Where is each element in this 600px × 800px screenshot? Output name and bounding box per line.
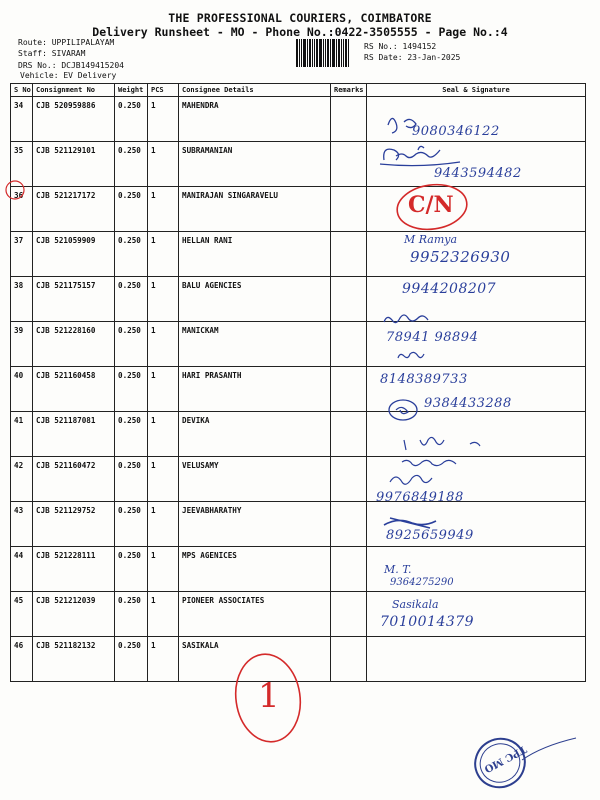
row-remarks <box>331 502 367 547</box>
table-row <box>11 187 586 232</box>
row-weight: 0.250 <box>115 367 148 412</box>
row-sno: 42 <box>11 457 33 502</box>
row-sno: 40 <box>11 367 33 412</box>
row-remarks <box>331 142 367 187</box>
row-weight: 0.250 <box>115 412 148 457</box>
row-signature <box>367 367 586 412</box>
row-weight: 0.250 <box>115 457 148 502</box>
table-row <box>11 502 586 547</box>
barcode-bar <box>338 39 340 67</box>
barcode-bar <box>330 39 331 67</box>
barcode-bar <box>332 39 335 67</box>
row-consignment-no: CJB 521129752 <box>33 502 115 547</box>
row-pcs: 1 <box>148 412 179 457</box>
table-row <box>11 457 586 502</box>
table-row <box>11 232 586 277</box>
row-consignee: HARI PRASANTH <box>179 367 331 412</box>
row-remarks <box>331 457 367 502</box>
barcode-bar <box>316 39 318 67</box>
barcode-bar <box>343 39 344 67</box>
phone-38: 9944208207 <box>402 281 497 297</box>
row-pcs: 1 <box>148 547 179 592</box>
rs-number: RS No.: 1494152 <box>364 42 437 51</box>
row-signature <box>367 412 586 457</box>
row-weight: 0.250 <box>115 97 148 142</box>
route-label: Route: UPPILIPALAYAM <box>18 38 115 47</box>
table-row <box>11 367 586 412</box>
row-weight: 0.250 <box>115 142 148 187</box>
row-pcs: 1 <box>148 457 179 502</box>
barcode-bar <box>348 39 349 67</box>
row-remarks <box>331 97 367 142</box>
row-weight: 0.250 <box>115 277 148 322</box>
row-weight: 0.250 <box>115 187 148 232</box>
row-remarks <box>331 187 367 232</box>
row-pcs: 1 <box>148 592 179 637</box>
barcode-bar <box>314 39 315 67</box>
row-signature <box>367 277 586 322</box>
row-signature <box>367 322 586 367</box>
row-sno: 38 <box>11 277 33 322</box>
row-consignee: DEVIKA <box>179 412 331 457</box>
row-pcs: 1 <box>148 277 179 322</box>
row-consignment-no: CJB 521228160 <box>33 322 115 367</box>
phone-43: 9976849188 <box>376 490 464 505</box>
staff-label: Staff: SIVARAM <box>18 49 86 58</box>
row-remarks <box>331 232 367 277</box>
company-title: THE PROFESSIONAL COURIERS, COIMBATORE <box>168 11 432 25</box>
row-weight: 0.250 <box>115 322 148 367</box>
barcode-bar <box>312 39 313 67</box>
phone-34: 9080346122 <box>412 124 500 139</box>
row-consignee: MAHENDRA <box>179 97 331 142</box>
barcode-bar <box>325 39 326 67</box>
table-row <box>11 142 586 187</box>
row-pcs: 1 <box>148 322 179 367</box>
row-sno: 37 <box>11 232 33 277</box>
row-sno: 44 <box>11 547 33 592</box>
row-pcs: 1 <box>148 232 179 277</box>
row-signature <box>367 637 586 682</box>
row-consignee: MANICKAM <box>179 322 331 367</box>
stamp-tail <box>522 738 576 760</box>
phone-41: 9384433288 <box>424 396 512 411</box>
row-consignee: SUBRAMANIAN <box>179 142 331 187</box>
phone-36: 9443594482 <box>434 166 522 181</box>
row-signature <box>367 457 586 502</box>
row-weight: 0.250 <box>115 637 148 682</box>
row-sno: 45 <box>11 592 33 637</box>
name-37: M Ramya <box>404 233 458 246</box>
barcode-bar <box>303 39 306 67</box>
table-row <box>11 322 586 367</box>
table-row <box>11 412 586 457</box>
barcode-bar <box>299 39 300 67</box>
row-consignee: BALU AGENCIES <box>179 277 331 322</box>
barcode <box>296 39 354 67</box>
phone-39: 78941 98894 <box>386 330 479 345</box>
row-consignee: PIONEER ASSOCIATES <box>179 592 331 637</box>
row-signature <box>367 502 586 547</box>
phone-40: 8148389733 <box>380 372 468 387</box>
row-consignment-no: CJB 521160472 <box>33 457 115 502</box>
row-consignee: MPS AGENICES <box>179 547 331 592</box>
row-sno: 41 <box>11 412 33 457</box>
row-consignment-no: CJB 521129101 <box>33 142 115 187</box>
row-sno: 43 <box>11 502 33 547</box>
name-45: M. T. <box>384 563 412 576</box>
row-consignment-no: CJB 521160458 <box>33 367 115 412</box>
row-remarks <box>331 322 367 367</box>
col-header-sno: S No <box>11 84 33 97</box>
row-remarks <box>331 367 367 412</box>
row-remarks <box>331 547 367 592</box>
row-pcs: 1 <box>148 367 179 412</box>
row-pcs: 1 <box>148 502 179 547</box>
barcode-bar <box>336 39 337 67</box>
col-header-pcs: PCS <box>148 84 179 97</box>
row-sno: 46 <box>11 637 33 682</box>
row-pcs: 1 <box>148 187 179 232</box>
row-consignee: VELUSAMY <box>179 457 331 502</box>
barcode-bar <box>307 39 308 67</box>
row-sno: 36 <box>11 187 33 232</box>
row-sno: 34 <box>11 97 33 142</box>
phone-46: 7010014379 <box>380 614 475 630</box>
barcode-bar <box>309 39 311 67</box>
runsheet-title: Delivery Runsheet - MO - Phone No.:0422-3505555 - Page No.:4 <box>92 25 508 39</box>
row-signature <box>367 547 586 592</box>
col-header-remarks: Remarks <box>331 84 367 97</box>
barcode-bar <box>323 39 324 67</box>
row-pcs: 1 <box>148 637 179 682</box>
table-row <box>11 277 586 322</box>
row-remarks <box>331 637 367 682</box>
row-weight: 0.250 <box>115 232 148 277</box>
tpc-stamp <box>467 730 534 796</box>
barcode-bar <box>319 39 322 67</box>
row-weight: 0.250 <box>115 502 148 547</box>
barcode-bar <box>301 39 302 67</box>
row-pcs: 1 <box>148 97 179 142</box>
page-count: 1 <box>258 676 280 716</box>
row-remarks <box>331 277 367 322</box>
rs-date: RS Date: 23-Jan-2025 <box>364 53 461 62</box>
row-consignment-no: CJB 521175157 <box>33 277 115 322</box>
stamp-text: TPC MO <box>482 742 529 775</box>
row-consignee: SASIKALA <box>179 637 331 682</box>
row-sno: 35 <box>11 142 33 187</box>
table-row <box>11 97 586 142</box>
phone-45: 9364275290 <box>390 577 454 588</box>
col-header-signature: Seal & Signature <box>367 84 586 97</box>
row-consignee: JEEVABHARATHY <box>179 502 331 547</box>
row-signature <box>367 232 586 277</box>
vehicle-label: Vehicle: EV Delivery <box>20 71 117 80</box>
table-row <box>11 547 586 592</box>
row-consignment-no: CJB 521182132 <box>33 637 115 682</box>
table-header-row <box>11 84 586 97</box>
row-pcs: 1 <box>148 142 179 187</box>
row-consignment-no: CJB 521059909 <box>33 232 115 277</box>
table-row <box>11 592 586 637</box>
row-weight: 0.250 <box>115 547 148 592</box>
cn-mark: C/N <box>408 192 454 218</box>
row-consignment-no: CJB 521217172 <box>33 187 115 232</box>
row-consignee: HELLAN RANI <box>179 232 331 277</box>
barcode-bar <box>327 39 329 67</box>
runsheet-table <box>10 83 586 682</box>
row-consignment-no: CJB 521212039 <box>33 592 115 637</box>
table-row <box>11 637 586 682</box>
name-46: Sasikala <box>392 598 439 611</box>
drs-label: DRS No.: DCJB149415204 <box>18 61 124 70</box>
row-weight: 0.250 <box>115 592 148 637</box>
barcode-bar <box>296 39 298 67</box>
barcode-bar <box>345 39 347 67</box>
phone-37: 9952326930 <box>410 248 511 266</box>
phone-44: 8925659949 <box>386 528 474 543</box>
col-header-weight: Weight <box>115 84 148 97</box>
row-remarks <box>331 592 367 637</box>
row-consignee: MANIRAJAN SINGARAVELU <box>179 187 331 232</box>
row-signature <box>367 97 586 142</box>
row-consignment-no: CJB 520959886 <box>33 97 115 142</box>
row-signature <box>367 592 586 637</box>
barcode-bar <box>341 39 342 67</box>
row-consignment-no: CJB 521187081 <box>33 412 115 457</box>
row-signature <box>367 187 586 232</box>
col-header-consignee: Consignee Details <box>179 84 331 97</box>
row-remarks <box>331 412 367 457</box>
row-consignment-no: CJB 521228111 <box>33 547 115 592</box>
row-sno: 39 <box>11 322 33 367</box>
col-header-consignment: Consignment No <box>33 84 115 97</box>
row-signature <box>367 142 586 187</box>
